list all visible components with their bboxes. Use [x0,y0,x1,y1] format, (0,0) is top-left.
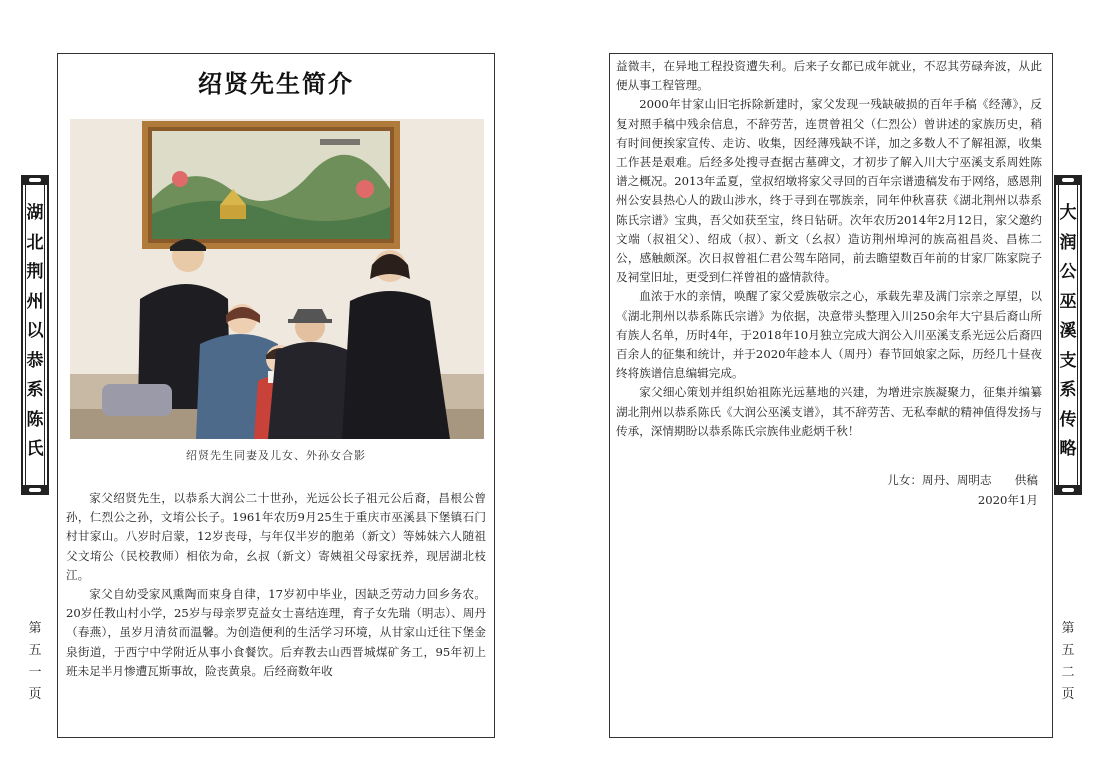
paragraph: 家父自幼受家风熏陶而束身自律，17岁初中毕业，因缺乏劳动力回乡务农。20岁任教山村小学，25岁与母亲罗克益女士喜结连理，育子女先瑞（明志）、周丹（春燕），虽岁月清贫而温馨。为创造便利的生活学习环境，从甘家山迁往下堡金泉街道，于西宁中学附近从事小食餐饮。后弃教去山西晋城煤矿务工，95年初上班未足半月惨遭瓦斯事故，险丧黄泉。后经商数年收 [66,587,486,678]
right-side-banner [1054,175,1082,495]
paragraph: 2000年甘家山旧宅拆除新建时，家父发现一残缺破损的百年手稿《经薄》，反复对照手稿中残余信息，不辞劳苦，连贯曾祖父（仁烈公）曾讲述的家族历史，稍有时间便挨家宣传、走访、收集，因经薄残缺不详，加之多数人不了解祖源，收集工作甚是艰难。后经多处搜寻查据古墓碑文，才初步了解入川大宁巫溪支系周姓陈谱之概况。2013年孟夏，堂叔绍墩将家父寻回的百年宗谱遗稿发布于网络，感恩荆州公安县热心人的跋山涉水，终于寻到在鄂族亲，同年仲秋喜获《湖北荆州以恭系陈氏宗谱》宝典，吾父如获至宝，终日钻研。次年农历2014年2月12日，家父邀约文端（叔祖父）、绍成（叔）、新文（幺叔）造访荆州埠河的族高祖昌炎、昌栋二公，感触颇深。次日叔曾祖仁君公驾车陪同，前去瞻望数百年前的甘家厂陈家院子及祠堂旧址，更受到仁祥曾祖的盛情款待。 [616,97,1042,285]
left-side-banner [21,175,49,495]
right-page [609,53,1053,738]
left-body-text [66,489,486,681]
paragraph: 家父细心策划并组织始祖陈光远墓地的兴建，为增进宗族凝聚力，征集并编纂湖北荆州以恭系陈氏《大润公巫溪支谱》，其不辞劳苦、无私奉献的精神值得发扬与传承，深情期盼以恭系陈氏宗族伟业彪炳千秋！ [616,385,1042,438]
photo-caption: 绍贤先生同妻及儿女、外孙女合影 [186,449,366,462]
family-photo [70,119,484,439]
paragraph-continuation: 益微丰，在异地工程投资遭失利。后来子女都已成年就业，不忍其劳碌奔波，从此便从事工程管理。 [616,59,1042,93]
banner-bottom-ornament [21,485,49,495]
left-page [57,53,495,738]
paragraph: 血浓于水的亲情，唤醒了家父爱族敬宗之心，承载先辈及满门宗亲之厚望，以《湖北荆州以恭系陈氏宗谱》为依据，决意带头整理入川250余年大宁县后裔山所有族人名单，历时4年，于2018年10月独立完成大润公入川巫溪支系光远公后裔四百余人的征集和统计，并于2020年趁本人（周丹）春节回娘家之际，历经几十昼夜终将族谱信息编辑完成。 [616,289,1042,381]
banner-top-ornament [1054,175,1082,185]
family-photo-image [70,119,484,439]
right-page-number: 第五二页 [1061,621,1075,702]
right-body-text [616,57,1042,441]
left-page-number: 第五一页 [28,621,42,702]
page-title: 绍贤先生简介 [198,69,354,98]
banner-bottom-ornament [1054,485,1082,495]
signature: 儿女：周丹、周明志 供稿 [887,473,1038,487]
paragraph: 家父绍贤先生，以恭系大润公二十世孙，光远公长子祖元公后裔，昌根公曾孙，仁烈公之孙，文堉公长子。1961年农历9月25生于重庆市巫溪县下堡镇石门村甘家山。八岁时启蒙，12岁丧母，与年仅半岁的胞弟（新文）等姊妹六人随祖父文堉公（民校教师）相依为命，幺叔（新文）寄姨祖父母家抚养，现居湖北枝江。 [66,491,486,582]
banner-top-ornament [21,175,49,185]
right-banner-text: 大润公巫溪支系传略 [1059,203,1077,459]
signature-date: 2020年1月 [977,493,1038,507]
left-banner-text: 湖北荆州以恭系陈氏 [26,203,44,459]
